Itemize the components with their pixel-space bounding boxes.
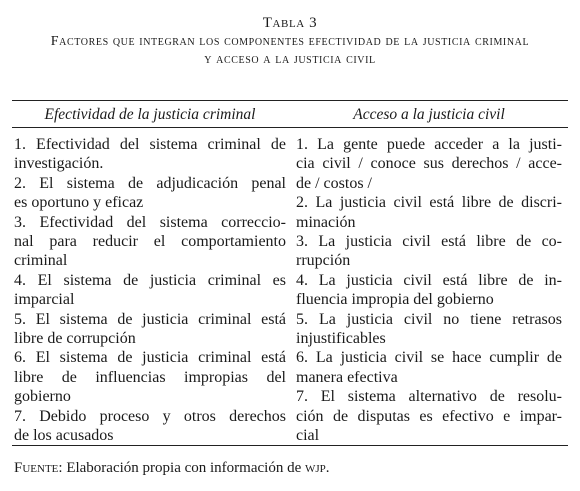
- criminal-justice-factor-line: 2. El sistema de adjudicación penal: [14, 174, 286, 192]
- criminal-justice-factor-line: libre de corrupción: [14, 330, 136, 348]
- civil-justice-factor-line: 5. La justicia civil no tiene retrasos: [296, 310, 562, 328]
- civil-justice-factor: [296, 193, 562, 232]
- civil-justice-factor: [296, 271, 562, 310]
- civil-justice-factor-line: de / costos /: [296, 174, 372, 192]
- top-rule: [12, 100, 568, 101]
- header-rule: [12, 127, 568, 128]
- criminal-justice-factor-line: 3. Efectividad del sistema correccio-: [14, 213, 286, 231]
- table-source-note: [14, 459, 330, 477]
- bottom-rule: [12, 445, 568, 446]
- criminal-justice-factor-line: nal para reducir el comportamiento: [14, 233, 286, 251]
- criminal-justice-factor-line: 5. El sistema de justicia criminal está: [14, 310, 286, 328]
- civil-justice-factor-line: 4. La justicia civil está libre de in-: [296, 271, 562, 289]
- civil-justice-factor-line: 6. La justicia civil se hace cumplir de: [296, 349, 562, 367]
- civil-justice-factor-line: 1. La gente puede acceder a la justi-: [296, 136, 562, 153]
- source-label: Fuente:: [14, 460, 63, 476]
- table-title-line-1: Factores que integran los componentes efectividad de la justicia criminal: [50, 34, 530, 49]
- source-end: .: [325, 460, 330, 476]
- criminal-justice-factor-line: gobierno: [14, 388, 71, 406]
- table-number: Tabla 3: [262, 15, 318, 31]
- source-text: Elaboración propia con información de: [62, 460, 305, 476]
- criminal-justice-factor-line: 6. El sistema de justicia criminal está: [14, 349, 286, 367]
- criminal-justice-factor: [14, 135, 286, 174]
- criminal-justice-column: [14, 135, 286, 446]
- civil-justice-factor-line: injustificables: [296, 330, 386, 348]
- criminal-justice-factor: [14, 271, 286, 310]
- civil-justice-column: [296, 135, 562, 446]
- criminal-justice-factor: [14, 213, 286, 271]
- civil-justice-factor-line: 2. La justicia civil está libre de discri-: [296, 194, 562, 212]
- civil-justice-factor-line: cia civil / conoce sus derechos / acce-: [296, 155, 562, 173]
- header-civil-justice: Acceso a la justicia civil: [353, 106, 505, 123]
- criminal-justice-factor: [14, 348, 286, 406]
- criminal-justice-factor-line: 7. Debido proceso y otros derechos: [14, 407, 286, 425]
- criminal-justice-factor: [14, 174, 286, 213]
- table-caption: [0, 14, 580, 68]
- civil-justice-factor: [296, 310, 562, 349]
- table-title-line-2: y acceso a la justicia civil: [204, 52, 376, 67]
- criminal-justice-factor-line: de los acusados: [14, 427, 114, 445]
- criminal-justice-factor-line: investigación.: [14, 155, 104, 173]
- civil-justice-factor: [296, 135, 562, 193]
- civil-justice-factor-line: ción de disputas es efectivo e impar-: [296, 407, 562, 425]
- civil-justice-factor: [296, 232, 562, 271]
- criminal-justice-factor-line: criminal: [14, 252, 68, 270]
- civil-justice-factor-line: minación: [296, 213, 356, 231]
- criminal-justice-factor-line: 4. El sistema de justicia criminal es: [14, 271, 286, 289]
- civil-justice-factor-line: rrupción: [296, 252, 351, 270]
- criminal-justice-factor: [14, 310, 286, 349]
- civil-justice-factor: [296, 387, 562, 445]
- criminal-justice-factor-line: 1. Efectividad del sistema criminal de: [14, 136, 286, 153]
- civil-justice-factor: [296, 348, 562, 387]
- civil-justice-factor-line: manera efectiva: [296, 368, 398, 386]
- criminal-justice-factor: [14, 407, 286, 446]
- civil-justice-factor-line: 7. El sistema alternativo de resolu-: [296, 388, 562, 406]
- source-acronym: wjp: [304, 460, 326, 476]
- civil-justice-factor-line: 3. La justicia civil está libre de co-: [296, 233, 562, 251]
- header-criminal-justice: Efectividad de la justicia criminal: [44, 106, 256, 123]
- criminal-justice-factor-line: imparcial: [14, 291, 75, 309]
- civil-justice-factor-line: fluencia impropia del gobierno: [296, 291, 494, 309]
- criminal-justice-factor-line: libre de influencias impropias del: [14, 368, 286, 386]
- criminal-justice-factor-line: es oportuno y eficaz: [14, 194, 144, 212]
- civil-justice-factor-line: cial: [296, 427, 320, 445]
